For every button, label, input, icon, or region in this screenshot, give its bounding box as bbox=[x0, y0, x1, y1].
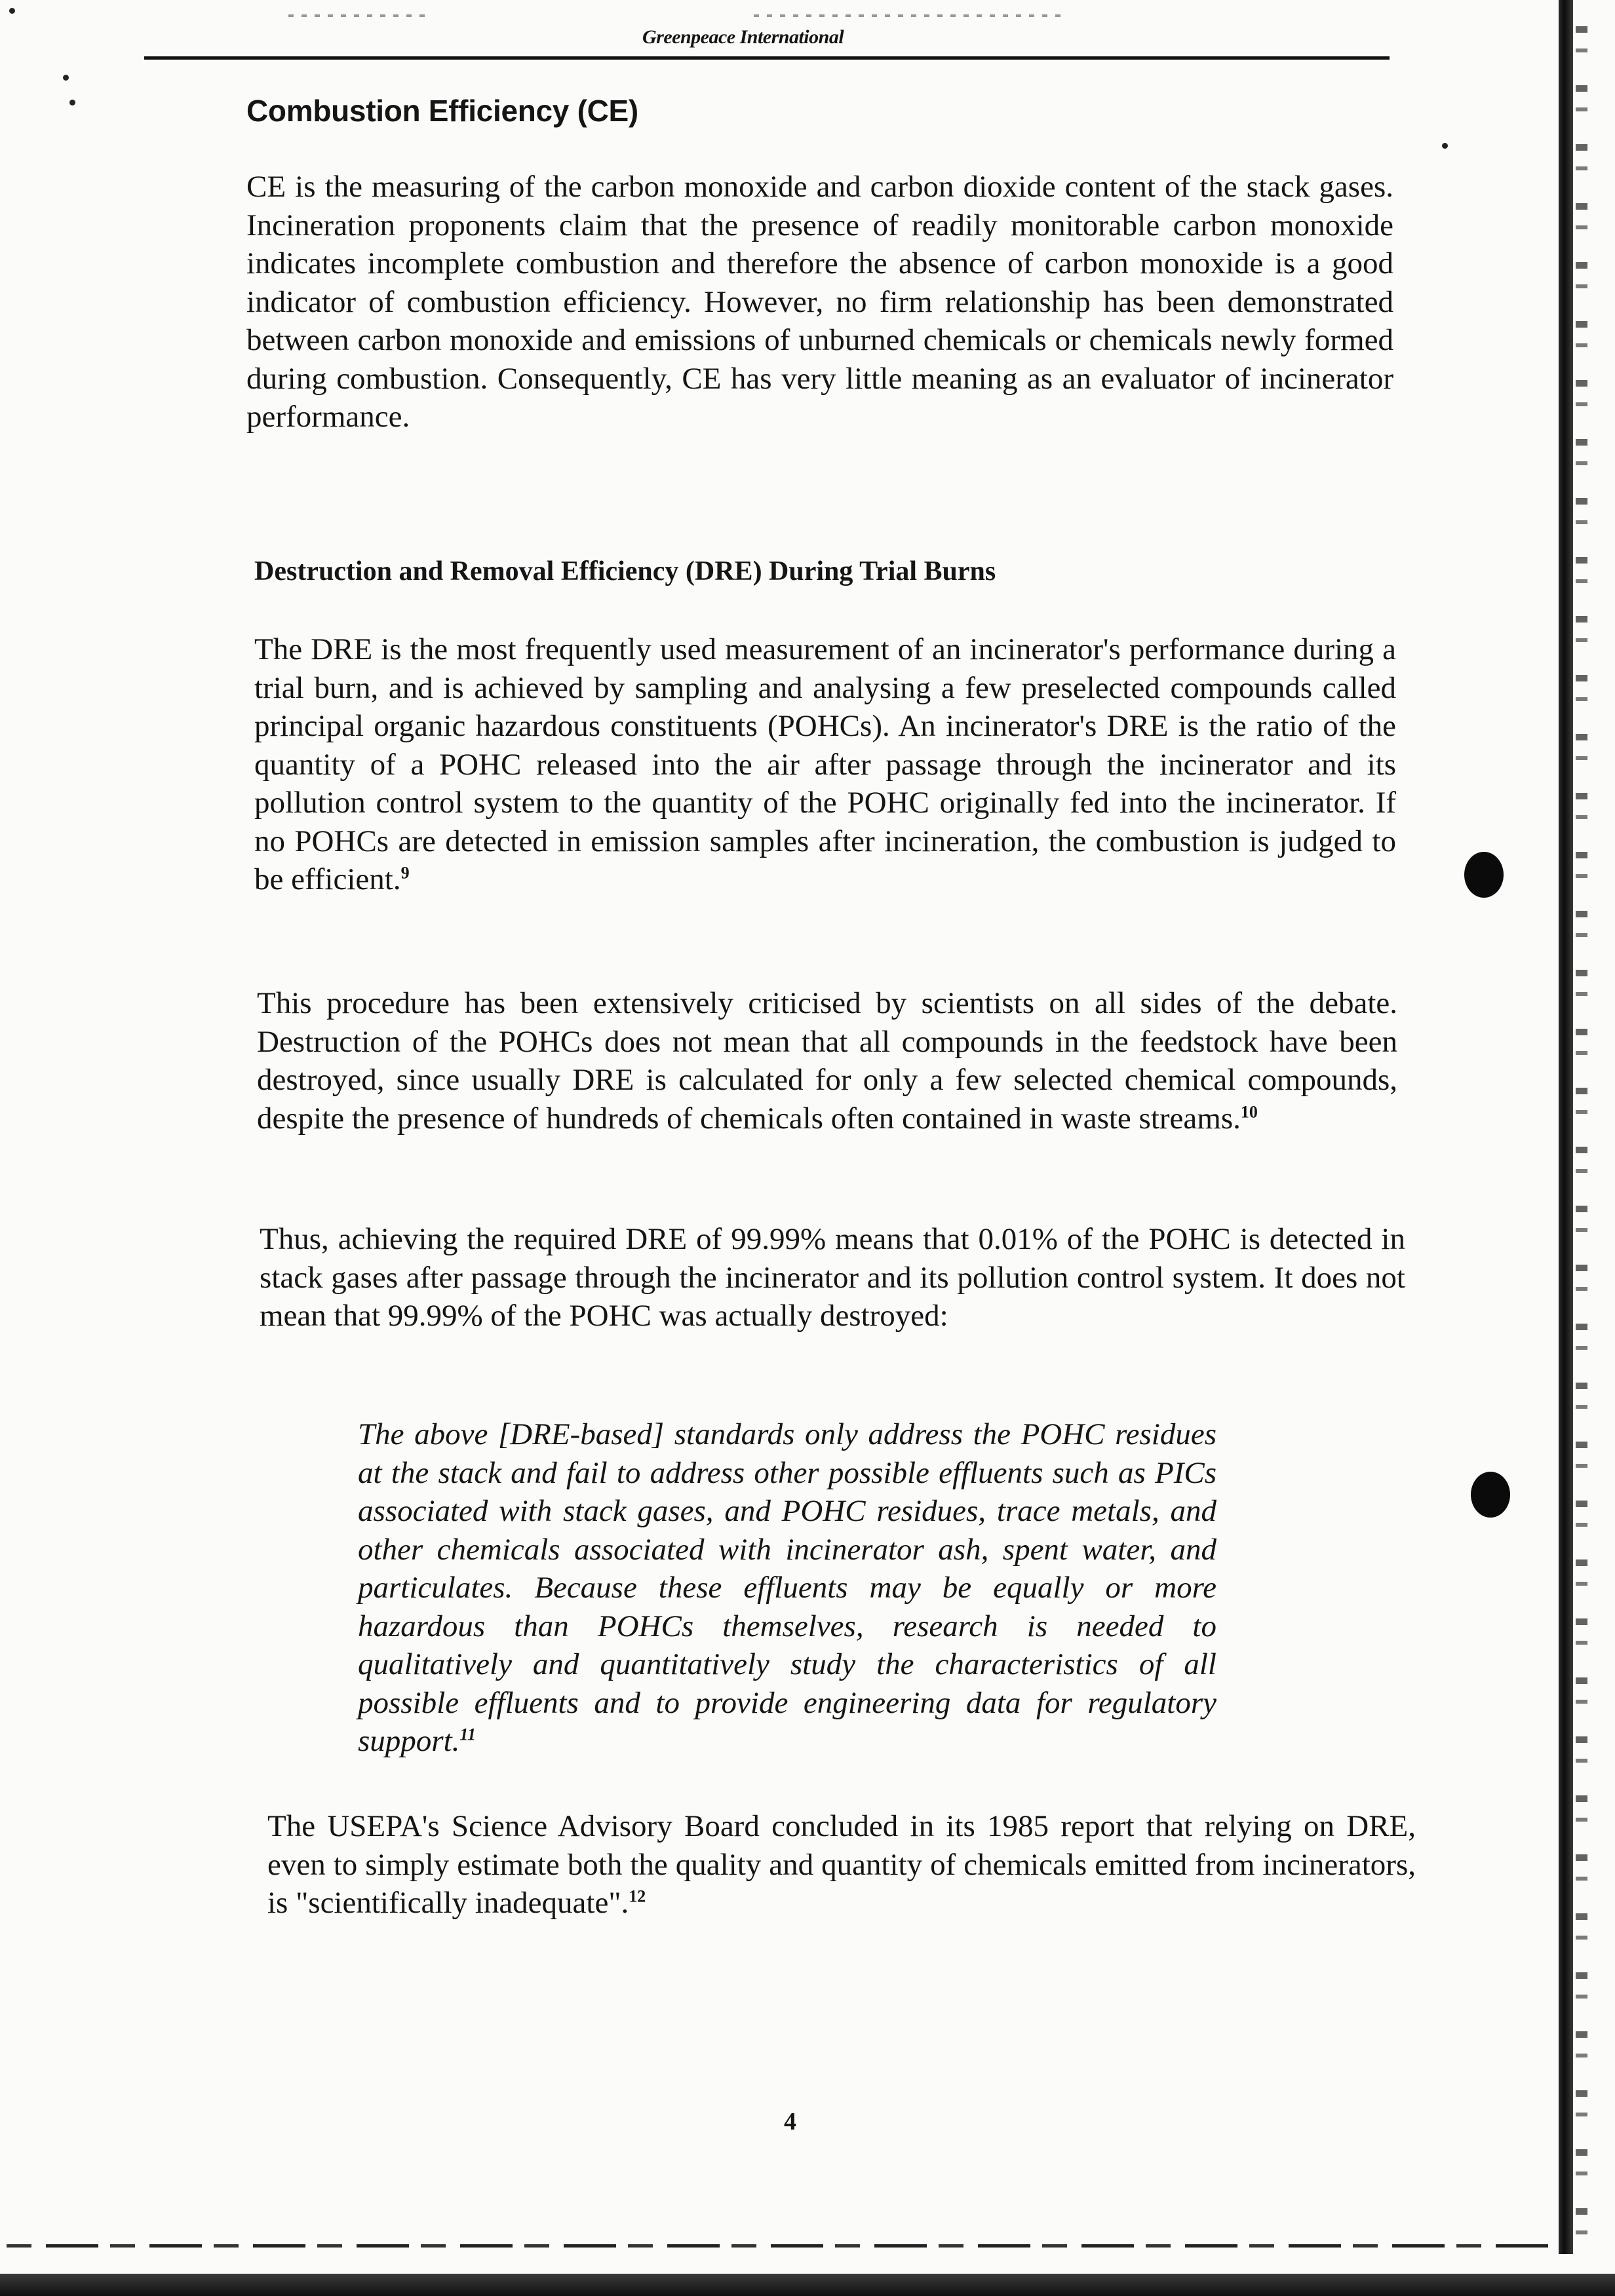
footnote-ref-9: 9 bbox=[400, 863, 410, 883]
scan-shadow-bottom bbox=[0, 2274, 1615, 2296]
punch-hole-lower bbox=[1471, 1472, 1510, 1518]
paragraph-dre-4-text: The USEPA's Science Advisory Board concluded in its 1985 report that relying on DRE, even to simply estimate both the quality and quantity of chemicals emitted from incinerators, is "scientifically inadequate". bbox=[267, 1809, 1416, 1920]
footnote-ref-12: 12 bbox=[629, 1886, 646, 1906]
paragraph-dre-2-text: This procedure has been extensively criticised by scientists on all sides of the debate. Destruction of the POHCs does not mean that all compounds in the feedstock have been destroyed, since usually DRE is calculated for only a few selected chemical compounds, despite the presence of hundreds of chemicals often contained in waste streams. bbox=[257, 986, 1397, 1136]
header-rule bbox=[144, 56, 1390, 60]
paragraph-dre-4 bbox=[267, 1807, 1416, 1923]
footnote-ref-11: 11 bbox=[459, 1725, 476, 1744]
scan-speck bbox=[69, 100, 75, 105]
page-number: 4 bbox=[784, 2108, 796, 2135]
paragraph-dre-1 bbox=[254, 630, 1396, 899]
paragraph-dre-1-text: The DRE is the most frequently used measurement of an incinerator's performance during a trial burn, and is achieved by sampling and analysing a few preselected compounds called principal organic hazardous constituents (POHCs). An incinerator's DRE is the ratio of the quantity of a POHC released into the air after passage through the incinerator and its pollution control system to the quantity of the POHC originally fed into the incinerator. If no POHCs are detected in emission samples after incineration, the combustion is judged to be efficient. bbox=[254, 632, 1396, 896]
paragraph-dre-2 bbox=[257, 984, 1397, 1138]
scan-shadow-right bbox=[1559, 0, 1573, 2254]
scan-speck bbox=[63, 75, 69, 81]
scan-specks-header bbox=[754, 14, 1068, 17]
scan-dashes-bottom bbox=[7, 2244, 1553, 2248]
footnote-ref-10: 10 bbox=[1240, 1101, 1258, 1121]
scan-speck bbox=[1442, 143, 1448, 149]
paragraph-ce: CE is the measuring of the carbon monoxide and carbon dioxide content of the stack gases. Incineration proponents claim that the presence of readily monitorable carbon monoxide indicates incomplete combustion and therefore the absence of carbon monoxide is a good indicator of combustion efficiency. However, no firm relationship has been demonstrated between carbon monoxide and emissions of unburned chemicals or chemicals newly formed during combustion. Consequently, CE has very little meaning as an evaluator of incinerator performance. bbox=[246, 170, 1393, 434]
scan-speck bbox=[9, 8, 15, 14]
block-quote bbox=[358, 1415, 1216, 1761]
section-heading-ce: Combustion Efficiency (CE) bbox=[246, 94, 638, 128]
scan-specks-right bbox=[1576, 26, 1587, 2241]
scan-specks-header bbox=[288, 14, 433, 17]
punch-hole-upper bbox=[1464, 852, 1504, 898]
running-head: Greenpeace International bbox=[642, 26, 844, 48]
block-quote-text: The above [DRE-based] standards only address the POHC residues at the stack and fail to address other possible effluents such as PICs associated with stack gases, and POHC residues, trace metals, and other chemicals associated with incinerator ash, spent water, and particulates. Because these effluents may be equally or more hazardous than POHCs themselves, research is needed to qualitatively and quantitatively study the characteristics of all possible effluents and to provide engineering data for regulatory support. bbox=[358, 1417, 1216, 1758]
section-heading-dre: Destruction and Removal Efficiency (DRE) During Trial Burns bbox=[254, 556, 996, 586]
paragraph-dre-3: Thus, achieving the required DRE of 99.99% means that 0.01% of the POHC is detected in stack gases after passage through the incinerator and its pollution control system. It does not mean that 99.99% of the POHC was actually destroyed: bbox=[260, 1222, 1405, 1333]
